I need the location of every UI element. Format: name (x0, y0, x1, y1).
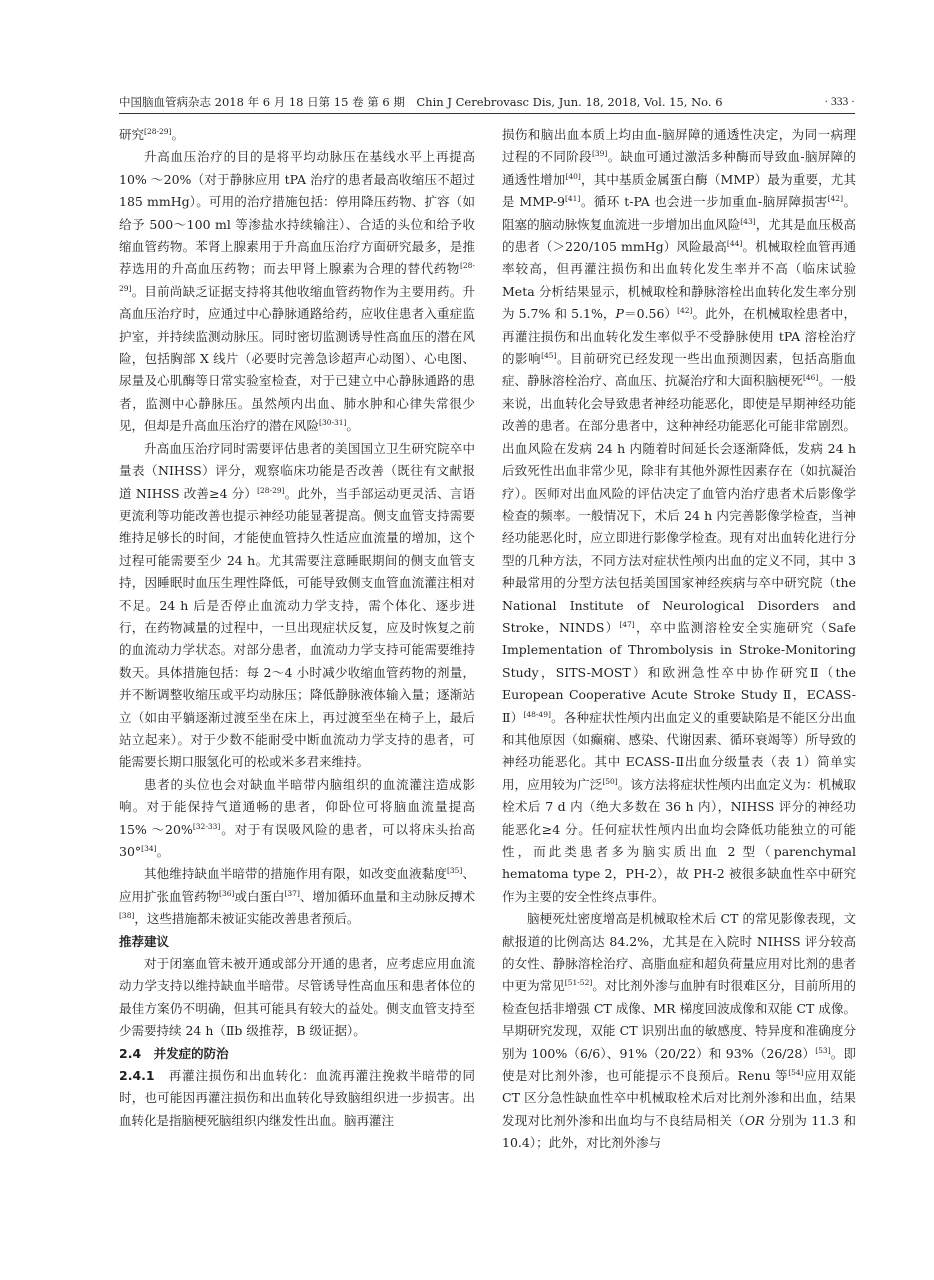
citation-ref: [36] (219, 888, 235, 898)
paragraph: 患者的头位也会对缺血半暗带内脑组织的血流灌注造成影响。对于能保持气道通畅的患者，仰卧位可将脑血流量提高 15% ～20%[32-33]。对于有误吸风险的患者，可以将床头抬高 30°[34]。 (119, 776, 475, 859)
citation-ref: [41] (564, 194, 581, 204)
citation-ref: [37] (284, 888, 300, 898)
recommendation-heading: 推荐建议 (119, 933, 170, 949)
journal-citation: 中国脑血管病杂志 2018 年 6 月 18 日第 15 卷 第 6 期 Chin J Cerebrovasc Dis, Jun. 18, 2018, Vol. 15, No. 6 (119, 95, 723, 109)
citation-ref: [28-29] (257, 485, 285, 495)
citation-ref: [30-31] (319, 418, 347, 428)
paragraph: 升高血压治疗的目的是将平均动脉压在基线水平上再提高 10% ～20%（对于静脉应用 tPA 治疗的患者最高收缩压不超过 185 mmHg）。可用的治疗措施包括：停用降压药物、扩容（如给予 500～100 ml 等渗盐水持续输注）、合适的头位和给予收缩血管药物。苯肾上腺素用于升高血压治疗方面研究最多，是推荐选用的升高血压药物；而去甲肾上腺素为合理的替代药物[28-29]。目前尚缺乏证据支持将其他收缩血管药物作为主要用药。升高血压治疗时，应通过中心静脉通路给药，应收住患者入重症监护室，并持续监测动脉压。同时密切监测诱导性高血压的潜在风险，包括胸部 X 线片（必要时完善急诊超声心动图）、心电图、尿量及心肌酶等日常实验室检查，对于已建立中心静脉通路的患者，监测中心静脉压。虽然颅内出血、肺水肿和心律失常很少见，但却是升高血压治疗的潜在风险[30-31]。 (119, 149, 475, 434)
citation-ref: [28-29] (144, 127, 172, 136)
page-number: · 333 · (824, 96, 855, 108)
subsection-paragraph: 2.4.1 再灌注损伤和出血转化：血流再灌注挽救半暗带的同时，也可能因再灌注损伤和出血转化导致脑组织进一步损害。出血转化是指脑梗死脑组织内继发性出血。脑再灌注 (119, 1068, 475, 1128)
citation-ref: [48-49] (523, 709, 551, 719)
paragraph: 研究[28-29]。 (119, 127, 185, 142)
citation-ref: [43] (740, 216, 756, 226)
or-label: OR (744, 1112, 765, 1128)
citation-ref: [32-33] (192, 821, 221, 831)
section-heading (119, 1043, 475, 1065)
citation-ref: [50] (602, 776, 618, 786)
citation-ref: [51-52] (564, 978, 593, 988)
citation-ref: [34] (141, 844, 157, 853)
citation-ref: [46] (802, 373, 819, 383)
subsection-number: 2.4.1 (119, 1068, 155, 1084)
citation-ref: [28-29] (119, 261, 475, 293)
right-column (502, 124, 856, 1155)
section-number: 2.4 (119, 1045, 142, 1061)
subsection-title: 再灌注损伤和出血转化： (168, 1068, 316, 1084)
citation-ref: [45] (541, 351, 557, 361)
citation-ref: [54] (788, 1068, 804, 1078)
citation-ref: [53] (815, 1045, 831, 1055)
citation-ref: [47] (619, 619, 635, 629)
section-title: 并发症的防治 (153, 1045, 229, 1061)
citation-ref: [40] (565, 171, 581, 181)
citation-ref: [42] (827, 194, 843, 204)
citation-ref: [39] (591, 149, 608, 159)
paragraph: 损伤和脑出血本质上均由血-脑屏障的通透性决定，为同一病理过程的不同阶段[39]。缺血可通过激活多种酶而导致血-脑屏障的通透性增加[40]，其中基质金属蛋白酶（MMP）最为重要，尤其是 MMP-9[41]。循环 t-PA 也会进一步加重血-脑屏障损害[42]。阻塞的脑动脉恢复血流进一步增加出血风险[43]，尤其是血压极高的患者（＞220/105 mmHg）风险最高[44]。机械取栓血管再通率较高，但再灌注损伤和出血转化发生率并不高（临床试验 Meta 分析结果显示，机械取栓和静脉溶栓出血转化发生率分别为 5.7% 和 5.1%，P＝0.56）[42]。此外，在机械取栓患者中，再灌注损伤和出血转化发生率似乎不受静脉使用 tPA 溶栓治疗的影响[45]。目前研究已经发现一些出血预测因素，包括高脂血症、静脉溶栓治疗、高血压、抗凝治疗和大面积脑梗死[46]。一般来说，出血转化会导致患者神经功能恶化，即使是早期神经功能改善的患者。在部分患者中，这种神经功能恶化可能非常剧烈。出血风险在发病 24 h 内随着时间延长会逐渐降低，发病 24 h 后致死性出血非常少见，除非有其他外源性因素存在（如抗凝治疗）。医师对出血风险的评估决定了血管内治疗患者术后影像学检查的频率。一般情况下，术后 24 h 内完善影像学检查，当神经功能恶化时，应立即进行影像学检查。现有对出血转化进行分型的几种方法，不同方法对症状性颅内出血的定义不同，其中 3 种最常用的分型方法包括美国国家神经疾病与卒中研究院（the National Institute of Neurological Disorders and Stroke，NINDS）[47]，卒中监测溶栓安全实施研究（Safe Implementation of Thrombolysis in Stroke-Monitoring Study，SITS-MOST）和欧洲急性卒中协作研究Ⅱ（the European Cooperative Acute Stroke Study Ⅱ，ECASS-Ⅱ）[48-49]。各种症状性颅内出血定义的重要缺陷是不能区分出血和其他原因（如癫痫、感染、代谢因素、循环衰竭等）所导致的神经功能恶化。其中 ECASS-Ⅱ出血分级量表（表 1）简单实用，应用较为广泛[50]。该方法将症状性颅内出血定义为：机械取栓术后 7 d 内（绝大多数在 36 h 内），NIHSS 评分的神经功能恶化≥4 分。任何症状性颅内出血均会降低功能独立的可能性，而此类患者多为脑实质出血 2 型（parenchymal hematoma type 2，PH-2），故 PH-2 被很多缺血性卒中研究作为主要的安全性终点事件。 (502, 127, 856, 904)
citation-ref: [35] (446, 866, 463, 876)
left-column (119, 124, 475, 1132)
running-header (119, 92, 855, 114)
paragraph: 其他维持缺血半暗带的措施作用有限，如改变血液黏度[35]、应用扩张血管药物[36]或白蛋白[37]、增加循环血量和主动脉反搏术[38]，这些措施都未被证实能改善患者预后。 (119, 866, 475, 927)
paragraph: 对于闭塞血管未被开通或部分开通的患者，应考虑应用血流动力学支持以维持缺血半暗带。尽管诱导性高血压和患者体位的最佳方案仍不明确，但其可能具有较大的益处。侧支血管支持至少需要持续 24 h（Ⅱb 级推荐，B 级证据）。 (119, 956, 475, 1039)
paragraph: 脑梗死灶密度增高是机械取栓术后 CT 的常见影像表现，文献报道的比例高达 84.2%，尤其是在入院时 NIHSS 评分较高的女性、静脉溶栓治疗、高脂血症和超负荷量应用对比剂的患者中更为常见[51-52]。对比剂外渗与血肿有时很难区分，目前所用的检查包括非增强 CT 成像、MR 梯度回波成像和双能 CT 成像。早期研究发现，双能 CT 识别出血的敏感度、特异度和准确度分别为 100%（6/6）、91%（20/22）和 93%（26/28）[53]。即使是对比剂外渗，也可能提示不良预后。Renu 等[54]应用双能 CT 区分急性缺血性卒中机械取栓术后对比剂外渗和出血，结果发现对比剂外渗和出血均与不良结局相关（OR 分别为 11.3 和 10.4）；此外，对比剂外渗与 (502, 911, 856, 1151)
citation-ref: [38] (119, 911, 135, 921)
citation-ref: [42] (677, 306, 693, 316)
citation-ref: [44] (726, 239, 743, 249)
paragraph: 升高血压治疗同时需要评估患者的美国国立卫生研究院卒中量表（NIHSS）评分，观察临床功能是否改善（既往有文献报道 NIHSS 改善≥4 分）[28-29]。此外，当手部运动更灵活、言语更流利等功能改善也提示神经功能显著提高。侧支血管支持需要维持足够长的时间，才能使血管持久性适应血流量的增加，这个过程可能需要至少 24 h。尤其需要注意睡眠期间的侧支血管支持，因睡眠时血压生理性降低，可能导致侧支血管血流灌注相对不足。24 h 后是否停止血流动力学支持，需个体化、逐步进行，在药物减量的过程中，一旦出现症状反复，应及时恢复之前的血流动力学状态。对部分患者，血流动力学支持可能需要维持数天。具体措施包括：每 2～4 小时减少收缩血管药物的剂量，并不断调整收缩压或平均动脉压；降低静脉液体输入量；逐渐站立（如由平躺逐渐过渡至坐在床上，再过渡至坐在椅子上，最后站立起来）。对于少数不能耐受中断血流动力学支持的患者，可能需要长期口服氢化可的松或米多君来维持。 (119, 440, 475, 770)
p-value-label: P (615, 306, 624, 322)
